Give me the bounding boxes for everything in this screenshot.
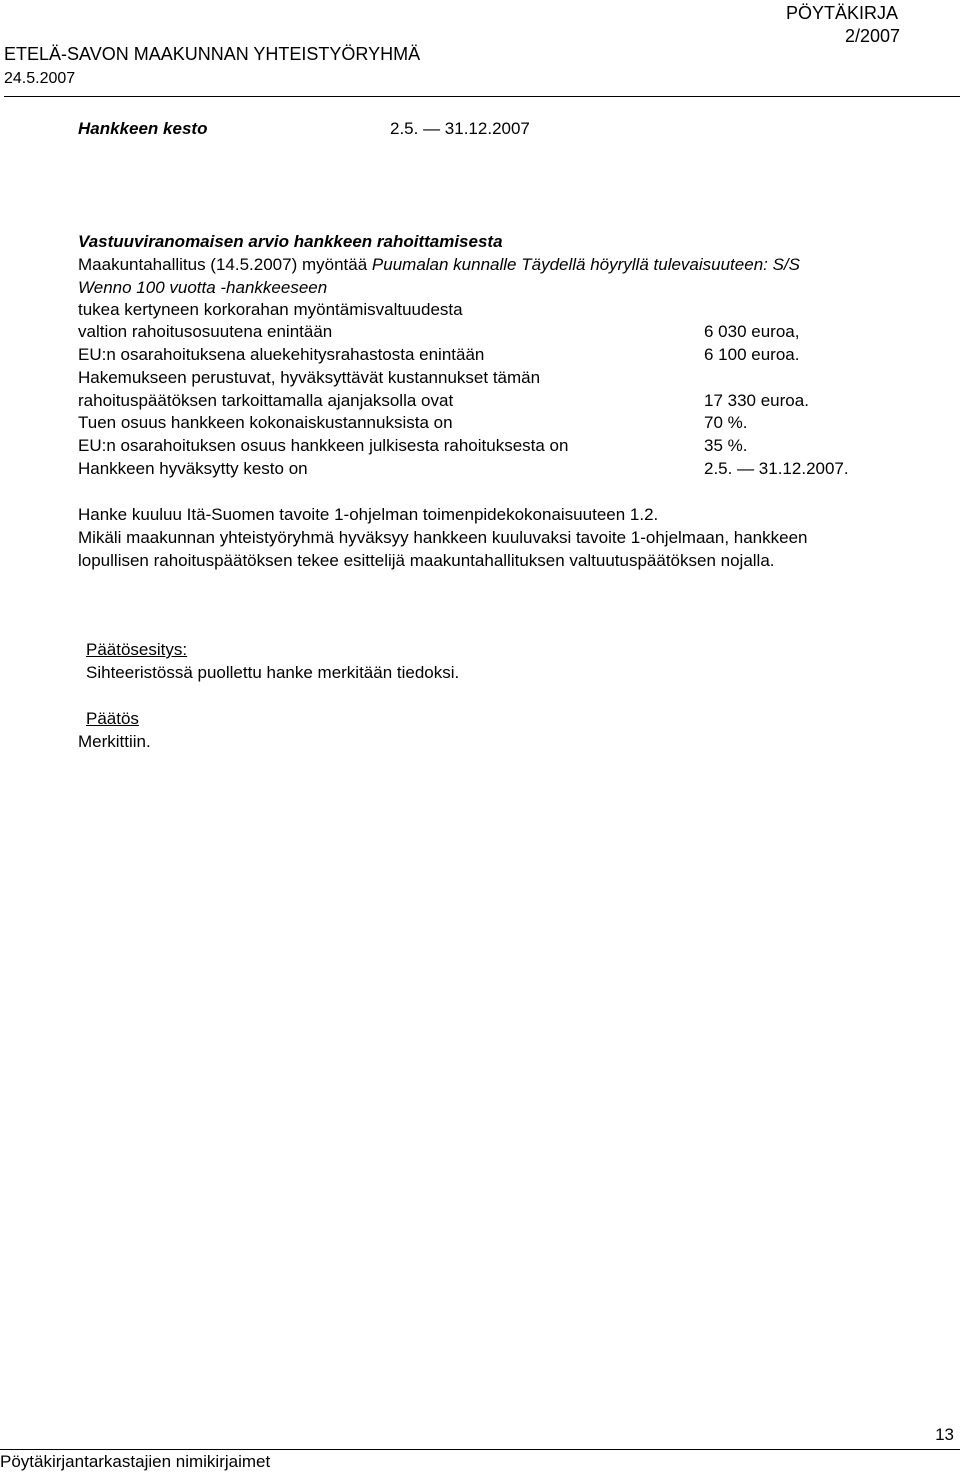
eu-share-value: 35 %. bbox=[704, 436, 748, 455]
program-line-2: Mikäli maakunnan yhteistyöryhmä hyväksyy hankkeen kuuluvaksi tavoite 1-ohjelmaan, hankkeen bbox=[78, 528, 808, 547]
header-divider bbox=[4, 96, 960, 97]
organization-name: ETELÄ-SAVON MAAKUNNAN YHTEISTYÖRYHMÄ bbox=[4, 44, 421, 64]
support-share-value: 70 %. bbox=[704, 413, 748, 432]
meeting-date: 24.5.2007 bbox=[4, 70, 76, 87]
eligible-costs-value: 17 330 euroa. bbox=[704, 391, 809, 410]
eu-share-label: EU:n osarahoituksen osuus hankkeen julkisesta rahoituksesta on bbox=[78, 436, 569, 455]
eu-funding-label: EU:n osarahoituksena aluekehitysrahastosta enintään bbox=[78, 345, 485, 364]
assessment-line-1 bbox=[78, 255, 800, 275]
document-type: PÖYTÄKIRJA bbox=[785, 3, 898, 23]
eu-funding-value: 6 100 euroa. bbox=[704, 345, 800, 364]
state-funding-label: valtion rahoitusosuutena enintään bbox=[78, 322, 333, 341]
approved-duration-label: Hankkeen hyväksytty kesto on bbox=[78, 459, 308, 478]
signatures-label: Pöytäkirjantarkastajien nimikirjaimet bbox=[0, 1452, 271, 1471]
assessment-line-3: tukea kertyneen korkorahan myöntämisvaltuudesta bbox=[78, 300, 463, 319]
proposal-heading: Päätösesitys: bbox=[86, 640, 188, 659]
footer-divider bbox=[0, 1449, 960, 1450]
decision-text: Merkittiin. bbox=[78, 732, 151, 751]
duration-label: Hankkeen kesto bbox=[78, 119, 208, 138]
support-share-label: Tuen osuus hankkeen kokonaiskustannuksista on bbox=[78, 413, 453, 432]
project-name-part-1: Puumalan kunnalle Täydellä höyryllä tulevaisuuteen: S/S bbox=[371, 255, 800, 274]
assessment-line-1-prefix: Maakuntahallitus (14.5.2007) myöntää bbox=[78, 255, 372, 274]
document-number: 2/2007 bbox=[844, 26, 900, 46]
costs-line-1: Hakemukseen perustuvat, hyväksyttävät kustannukset tämän bbox=[78, 368, 541, 387]
eligible-costs-label: rahoituspäätöksen tarkoittamalla ajanjaksolla ovat bbox=[78, 391, 454, 410]
project-name-part-2: Wenno 100 vuotta -hankkeeseen bbox=[78, 278, 328, 297]
page-number: 13 bbox=[935, 1425, 954, 1444]
decision-heading: Päätös bbox=[86, 709, 139, 728]
proposal-text: Sihteeristössä puollettu hanke merkitään tiedoksi. bbox=[86, 663, 460, 682]
state-funding-value: 6 030 euroa, bbox=[704, 322, 800, 341]
program-line-3: lopullisen rahoituspäätöksen tekee esittelijä maakuntahallituksen valtuutuspäätöksen nojalla. bbox=[78, 551, 775, 570]
assessment-heading: Vastuuviranomaisen arvio hankkeen rahoittamisesta bbox=[78, 232, 503, 251]
approved-duration-value: 2.5. — 31.12.2007. bbox=[704, 459, 849, 478]
program-line-1: Hanke kuuluu Itä-Suomen tavoite 1-ohjelman toimenpidekokonaisuuteen 1.2. bbox=[78, 505, 659, 524]
duration-value: 2.5. — 31.12.2007 bbox=[390, 119, 530, 138]
